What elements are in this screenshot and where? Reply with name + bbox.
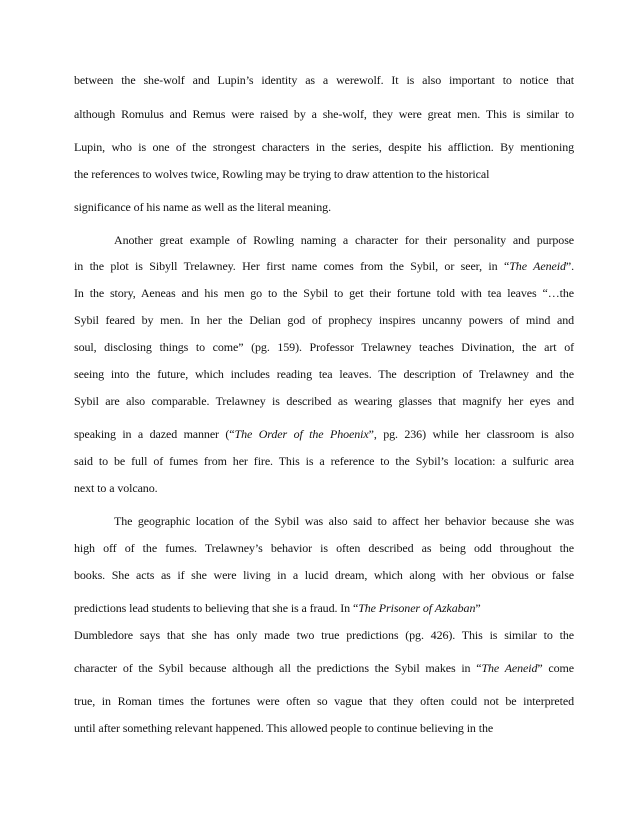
text-line <box>74 427 574 441</box>
text-run: character of the Sybil because although all the predictions the Sybil makes in “ <box>74 661 482 675</box>
text-line <box>74 481 574 495</box>
text-run: the references to wolves twice, Rowling may be trying to draw attention to the historical <box>74 167 490 181</box>
text-run: ” come <box>537 661 574 675</box>
text-line <box>74 313 574 327</box>
text-run: Dumbledore says that she has only made two true predictions (pg. 426). This is similar to the <box>74 628 574 642</box>
text-line <box>74 661 574 675</box>
text-run: soul, disclosing things to come” (pg. 159). Professor Trelawney teaches Divination, the art of <box>74 340 574 354</box>
text-line <box>74 340 574 354</box>
text-run: seeing into the future, which includes reading tea leaves. The description of Trelawney and the <box>74 367 574 381</box>
text-run: ”, pg. 236) while her classroom is also <box>368 427 574 441</box>
text-line <box>74 259 574 273</box>
text-run: speaking in a dazed manner (“ <box>74 427 235 441</box>
text-run: Sybil feared by men. In her the Delian god of prophecy inspires uncanny powers of mind and <box>74 313 574 327</box>
text-run: ”. <box>565 259 574 273</box>
text-line <box>74 541 574 555</box>
text-run: Lupin, who is one of the strongest characters in the series, despite his affliction. By mentioning <box>74 140 574 154</box>
text-line <box>74 107 574 121</box>
text-run: predictions lead students to believing that she is a fraud. In “ <box>74 601 359 615</box>
text-line <box>74 454 574 468</box>
text-run: true, in Roman times the fortunes were often so vague that they often could not be interpreted <box>74 694 574 708</box>
text-run: high off of the fumes. Trelawney’s behavior is often described as being odd throughout the <box>74 541 574 555</box>
text-line <box>74 394 574 408</box>
text-line <box>74 140 574 154</box>
text-line <box>74 367 574 381</box>
text-run: In the story, Aeneas and his men go to the Sybil to get their fortune told with tea leaves “…the <box>74 286 574 300</box>
text-line <box>74 601 574 615</box>
text-line <box>114 233 574 247</box>
text-line <box>114 514 574 528</box>
text-line <box>74 721 574 735</box>
text-run: although Romulus and Remus were raised by a she-wolf, they were great men. This is similar to <box>74 107 574 121</box>
text-line <box>74 73 574 87</box>
text-run: until after something relevant happened. This allowed people to continue believing in the <box>74 721 494 735</box>
italic-title: The Aeneid <box>481 661 538 675</box>
text-line <box>74 628 574 642</box>
text-run: Another great example of Rowling naming a character for their personality and purpose <box>114 233 574 247</box>
text-run: ” <box>475 601 481 615</box>
text-run: said to be full of fumes from her fire. This is a reference to the Sybil’s location: a sulfuric area <box>74 454 574 468</box>
text-run: significance of his name as well as the literal meaning. <box>74 200 331 214</box>
text-run: Sybil are also comparable. Trelawney is described as wearing glasses that magnify her eyes and <box>74 394 574 408</box>
italic-title: The Aeneid <box>509 259 566 273</box>
text-line <box>74 167 574 181</box>
italic-title: The Prisoner of Azkaban <box>358 601 476 615</box>
text-run: books. She acts as if she were living in a lucid dream, which along with her obvious or false <box>74 568 574 582</box>
italic-title: The Order of the Phoenix <box>234 427 369 441</box>
text-line <box>74 200 574 214</box>
text-line <box>74 286 574 300</box>
text-run: between the she-wolf and Lupin’s identity as a werewolf. It is also important to notice that <box>74 73 574 87</box>
text-run: next to a volcano. <box>74 481 158 495</box>
text-run: in the plot is Sibyll Trelawney. Her first name comes from the Sybil, or seer, in “ <box>74 259 510 273</box>
text-run: The geographic location of the Sybil was also said to affect her behavior because she was <box>114 514 574 528</box>
text-line <box>74 694 574 708</box>
text-line <box>74 568 574 582</box>
